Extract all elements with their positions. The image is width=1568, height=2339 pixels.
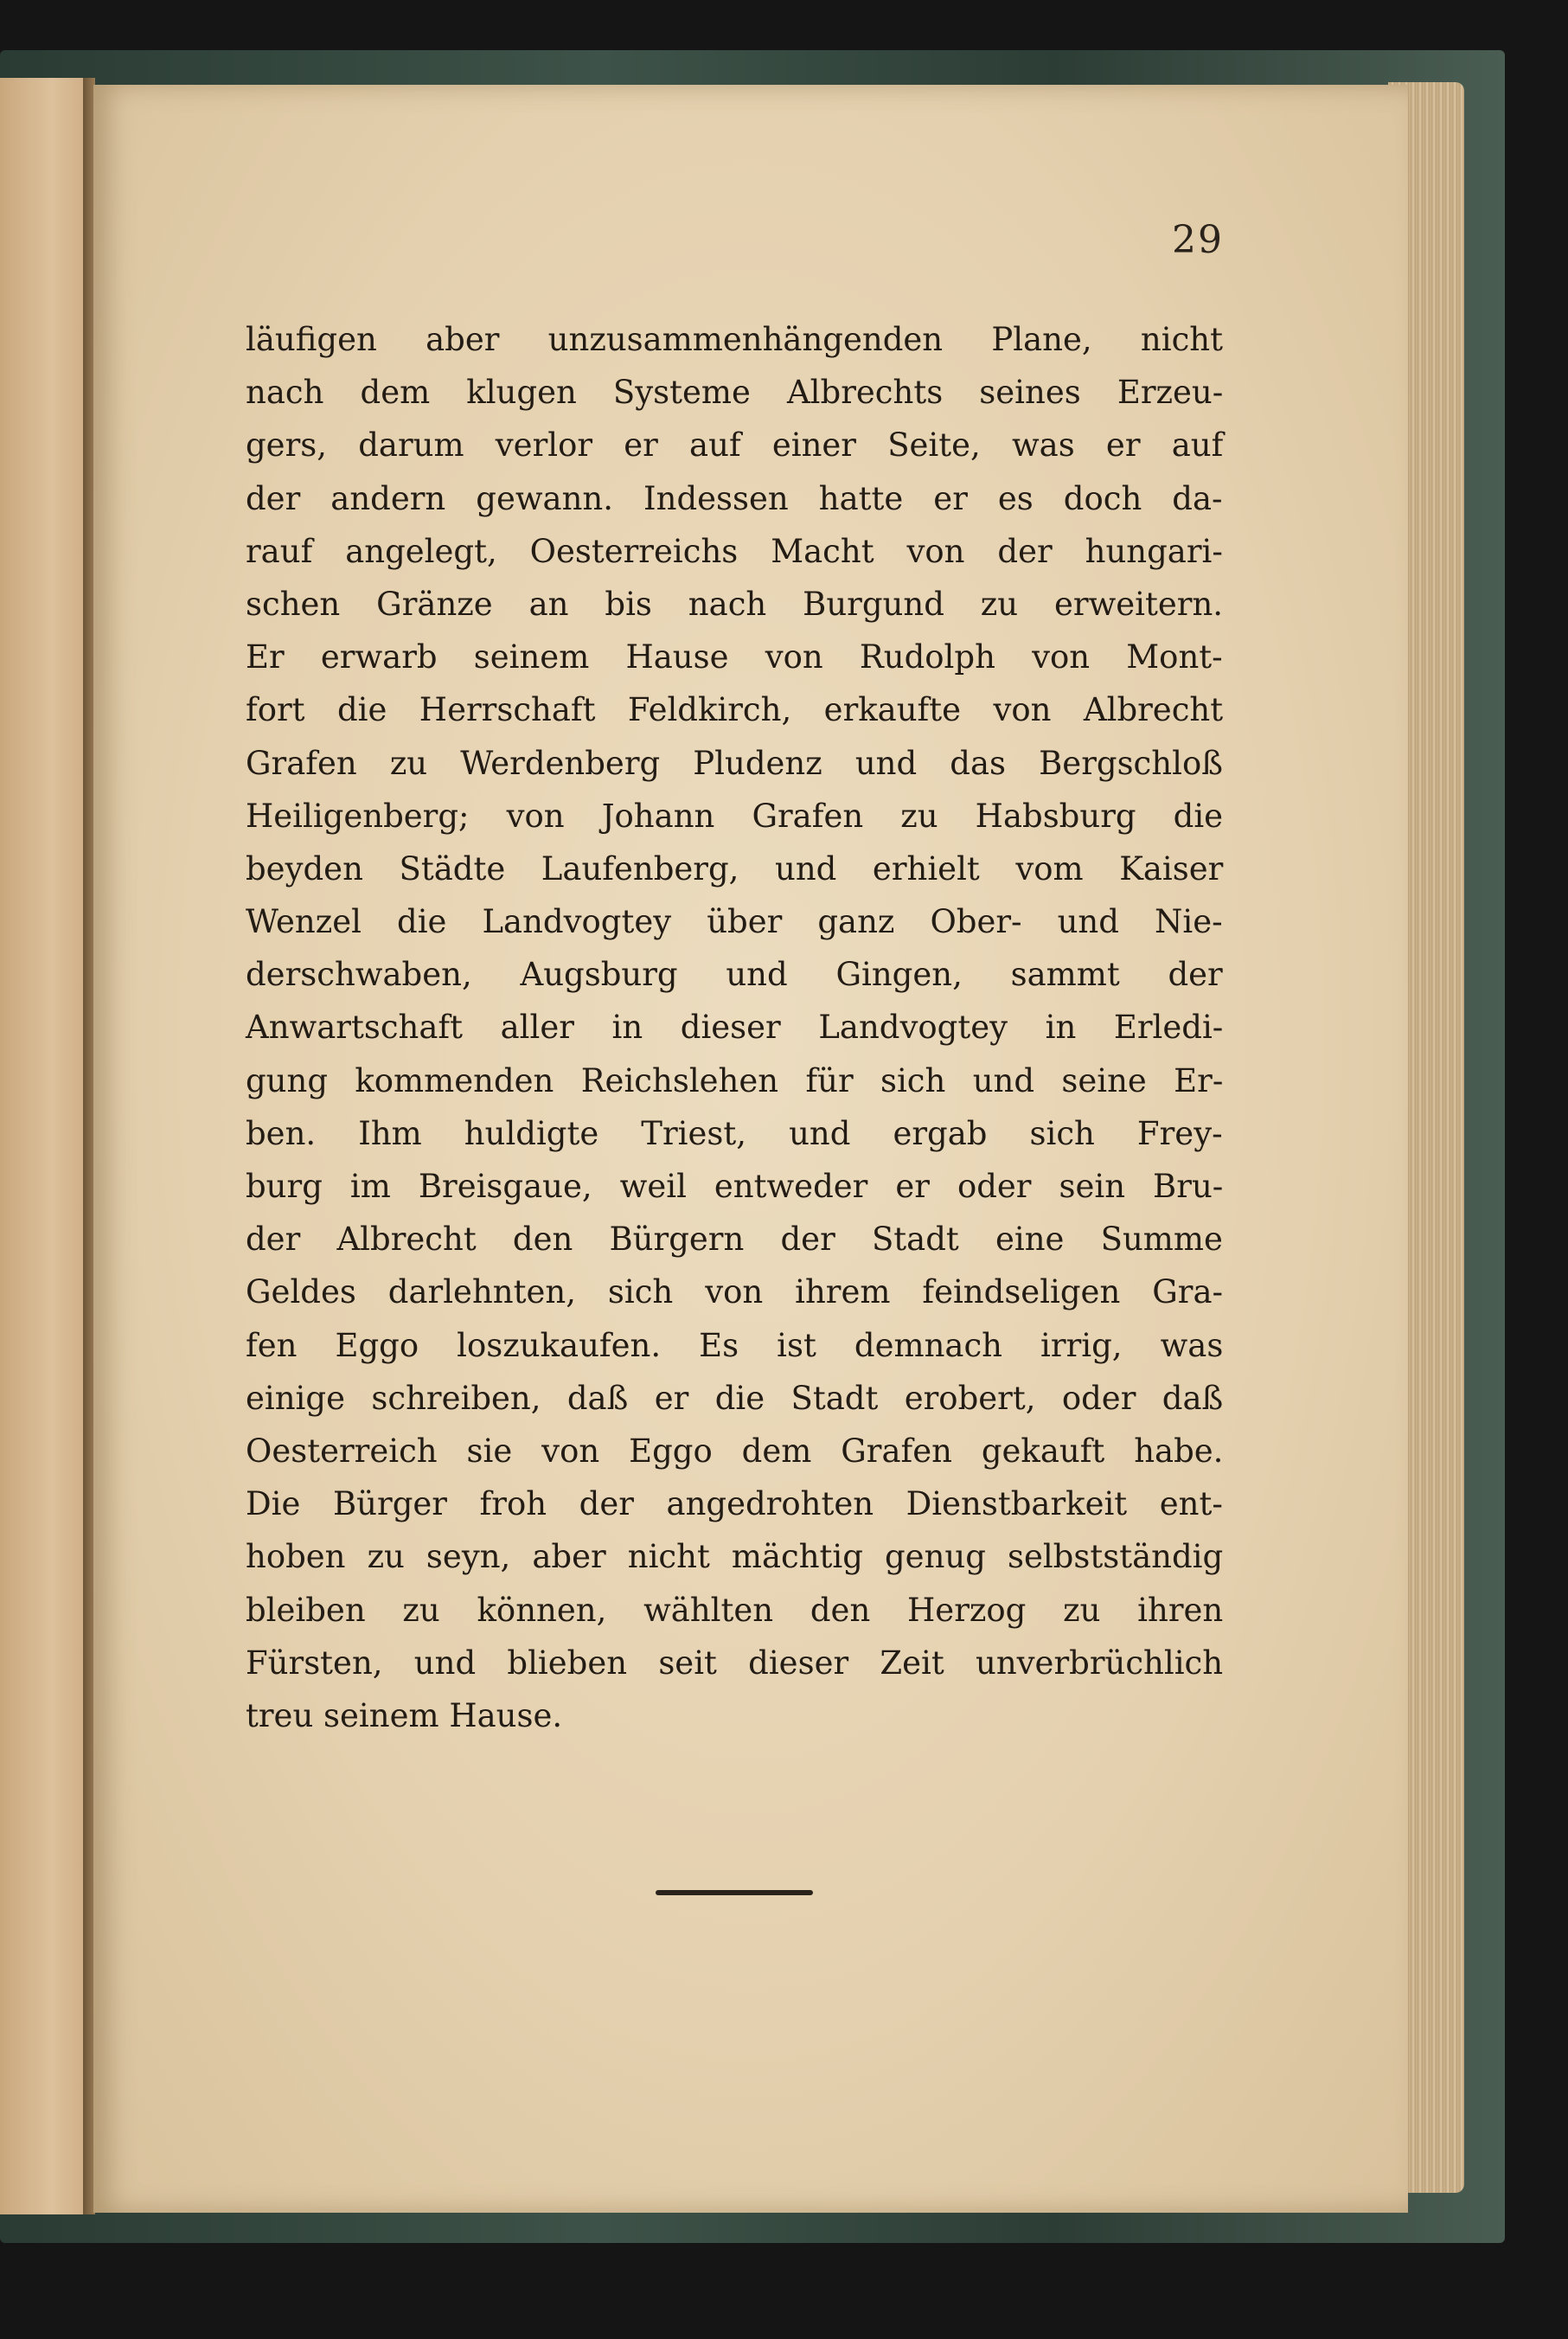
text-line: nach dem klugen Systeme Albrechts seines Erzeu- [246,374,1224,412]
text-line: der andern gewann. Indessen hatte er es doch da- [246,479,1223,517]
text-line: schen Gränze an bis nach Burgund zu erweitern. [246,585,1224,623]
text-line: fort die Herrschaft Feldkirch, erkaufte von Albrecht [246,691,1224,729]
text-line: beyden Städte Laufenberg, und erhielt vom Kaiser [246,849,1224,888]
text-line: Wenzel die Landvogtey über ganz Ober- und Nie- [246,903,1223,941]
text-line: gers, darum verlor er auf einer Seite, was er auf [246,426,1224,465]
body-text [246,313,1223,1742]
text-line: burg im Breisgaue, weil entweder er oder sein Bru- [246,1168,1224,1205]
text-line: Oesterreich sie von Eggo dem Grafen gekauft habe. [246,1432,1224,1470]
text-line: gung kommenden Reichslehen für sich und seine Er- [246,1061,1224,1099]
left-page-edge [0,78,86,2214]
text-line: derschwaben, Augsburg und Gingen, sammt der [246,956,1223,994]
text-line: ben. Ihm huldigte Triest, und ergab sich Frey- [246,1114,1223,1152]
text-line: einige schreiben, daß er die Stadt erobert, oder daß [246,1379,1224,1417]
page-number: 29 [1172,218,1224,262]
text-line: bleiben zu können, wählten den Herzog zu ihren [246,1591,1224,1629]
text-line: Die Bürger froh der angedrohten Dienstbarkeit ent- [246,1485,1223,1523]
text-line: Heiligenberg; von Johann Grafen zu Habsburg die [246,797,1224,835]
text-line: der Albrecht den Bürgern der Stadt eine Summe [246,1221,1223,1259]
text-line: Er erwarb seinem Hause von Rudolph von Mont- [246,638,1223,676]
text-line: rauf angelegt, Oesterreichs Macht von der hungari- [246,532,1223,570]
text-line: hoben zu seyn, aber nicht mächtig genug selbstständig [246,1538,1224,1576]
text-line: treu seinem Hause. [246,1696,563,1734]
text-line: Anwartschaft aller in dieser Landvogtey in Erledi- [246,1009,1224,1047]
text-line: Grafen zu Werdenberg Pludenz und das Bergschloß [246,744,1223,782]
text-line: fen Eggo loszukaufen. Es ist demnach irrig, was [246,1326,1224,1364]
text-line: Fürsten, und blieben seit dieser Zeit unverbrüchlich [246,1644,1224,1682]
end-rule [656,1890,813,1895]
text-line: läufigen aber unzusammenhängenden Plane, nicht [246,321,1224,358]
text-line: Geldes darlehnten, sich von ihrem feindseligen Gra- [246,1273,1224,1311]
